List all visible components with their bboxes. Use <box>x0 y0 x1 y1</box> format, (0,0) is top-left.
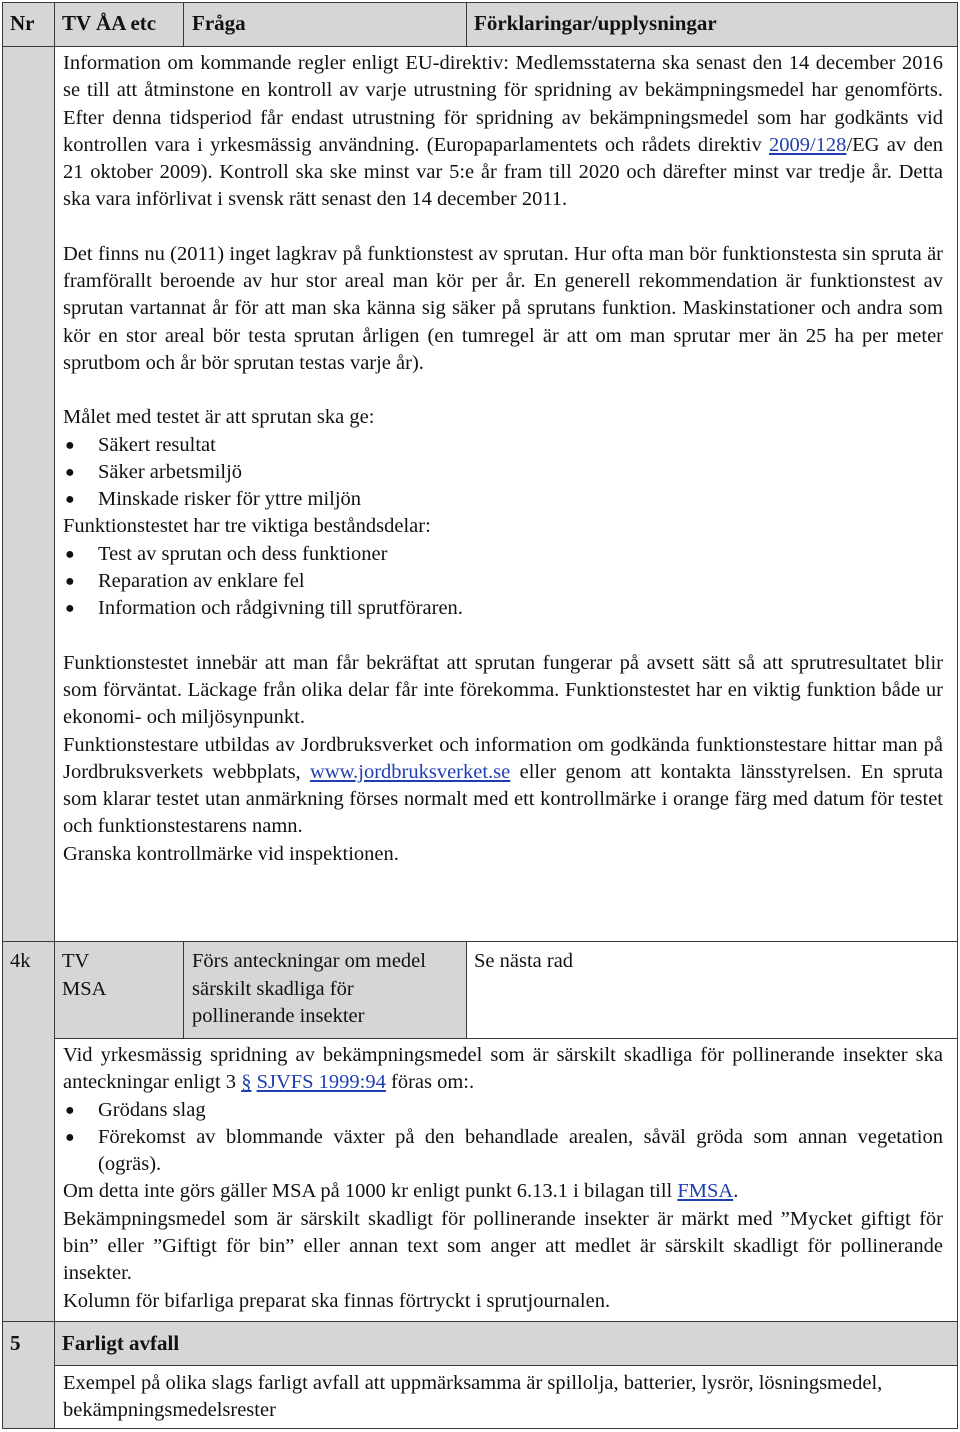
parts-heading: Funktionstestet har tre viktiga beståndsdelar: <box>63 515 431 538</box>
bullet-icon: ● <box>65 463 75 481</box>
row-5-left-bg <box>2 1365 54 1428</box>
jordbruksverket-link[interactable]: www.jordbruksverket.se <box>310 760 511 783</box>
header-tv: TV ÅA etc <box>62 11 157 35</box>
block-4k-paragraph-1: Vid yrkesmässig spridning av bekämpningsmedel som är särskilt skadliga för pollinerande insekter ska anteckningar enligt 3 § SJVFS 1999:94 föras om:. <box>63 1044 943 1094</box>
row-4k-nr: 4k <box>10 950 31 972</box>
bullet-icon: ● <box>65 545 75 563</box>
section-sign-link[interactable]: § <box>241 1071 252 1094</box>
list-item: ● Reparation av enklare fel <box>63 568 943 595</box>
list-item: ● Test av sprutan och dess funktioner <box>63 541 943 568</box>
intro-paragraph-2: Det finns nu (2011) inget lagkrav på funktionstest av sprutan. Hur ofta man bör funktionstesta sin spruta är framförallt beroende av hur stor areal man kör per år. En generell rekommendation är funktionstest av sprutan vartannat år för att man ska känna sig säker på sprutans funktion. Maskinstationer och andra som kör en stor areal bör testa sprutan årligen (en tumregel är att om man sprutar mer än 25 ha per meter sprutbom och år bör sprutan testas varje år). <box>63 242 943 374</box>
list-item: ● Information och rådgivning till sprutföraren. <box>63 595 943 622</box>
header-forklaring: Förklaringar/upplysningar <box>474 11 717 35</box>
bullet-icon: ● <box>65 1128 75 1146</box>
goal-list <box>63 432 943 514</box>
bullet-icon: ● <box>65 600 75 618</box>
bullet-icon: ● <box>65 436 75 454</box>
intro-block <box>63 50 943 868</box>
fmsa-link[interactable]: FMSA <box>677 1180 734 1203</box>
row-5-nr: 5 <box>10 1331 21 1355</box>
row-4k-tv: TV MSA <box>62 950 107 1000</box>
parts-list <box>63 541 943 623</box>
list-item: ● Minskade risker för yttre miljön <box>63 486 943 513</box>
directive-link[interactable]: 2009/128 <box>768 133 847 156</box>
header-nr: Nr <box>10 11 35 35</box>
row-4k-fraga: Förs anteckningar om medel särskilt skadliga för pollinerande insekter <box>192 950 426 1027</box>
row-4k-forklaring: Se nästa rad <box>474 950 574 972</box>
header-fraga: Fråga <box>192 11 246 35</box>
list-item: ● Grödans slag <box>63 1097 943 1124</box>
row-4k-nr-bg-left <box>2 1038 54 1321</box>
intro-paragraph-3: Funktionstestet innebär att man får bekräftat att sprutan fungerar på avsett sätt så att sprutresultatet blir som förväntat. Läckage från olika delar får inte förekomma. Funktionstestet har en viktig funktion både ur ekonomi- och miljösynpunkt. <box>63 651 943 729</box>
bullet-icon: ● <box>65 491 75 509</box>
list-item: ● Säkert resultat <box>63 432 943 459</box>
bullet-icon: ● <box>65 573 75 591</box>
list-item: ● Säker arbetsmiljö <box>63 459 943 486</box>
row-5-title: Farligt avfall <box>62 1331 180 1355</box>
block-4k-paragraph-2: Om detta inte görs gäller MSA på 1000 kr enligt punkt 6.13.1 i bilagan till FMSA. <box>63 1180 739 1203</box>
document-page <box>2 2 958 1428</box>
sjvfs-link[interactable]: SJVFS 1999:94 <box>256 1071 386 1094</box>
block-4k-list <box>63 1097 943 1179</box>
goal-heading: Målet med testet är att sprutan ska ge: <box>63 406 375 429</box>
left-column-bg <box>2 46 54 941</box>
intro-paragraph-1: Information om kommande regler enligt EU-direktiv: Medlemsstaterna ska senast den 14 december 2016 se till att åtminstone en kontroll av varje utrustning för spridning av bekämpningsmedel har genomförts. Efter denna tidsperiod får endast utrustning för spridning av bekämpningsmedel som har godkänts vid kontrollen vara i yrkesmässig användning. (Europaparlamentets och rådets direktiv 2009/128/EG av den 21 oktober 2009). Kontroll ska ske minst var 5:e år fram till 2020 och därefter minst var tredje år. Detta ska vara införlivat i svensk rätt senast den 14 december 2011. <box>63 52 943 211</box>
list-item: ● Förekomst av blommande växter på den behandlade arealen, såväl gröda som annan vegetation (ogräs). <box>65 1125 943 1176</box>
bullet-icon: ● <box>65 1101 75 1119</box>
intro-paragraph-4: Funktionstestare utbildas av Jordbruksverket och information om godkända funktionstestare hittar man på Jordbruksverkets webbplats, www.jordbruksverket.se eller genom att kontakta länsstyrelsen. En spruta som klarar testet utan anmärkning förses normalt med ett kontrollmärke i orange färg med datum för testet och funktionstestarens namn. <box>63 733 943 838</box>
block-4k-paragraph-4: Kolumn för bifarliga preparat ska finnas förtryckt i sprutjournalen. <box>63 1289 611 1312</box>
block-4k-paragraph-3: Bekämpningsmedel som är särskilt skadligt för pollinerande insekter är märkt med ”Mycket giftigt för bin” eller ”Giftigt för bin” eller annan text som anger att medlet är särskilt skadligt för pollinerande insekter. <box>63 1207 943 1285</box>
row-5-text-block <box>63 1370 923 1425</box>
row-5-text: Exempel på olika slags farligt avfall att uppmärksamma är spillolja, batterier, lysrör, lösningsmedel, bekämpningsmedelsrester <box>63 1372 883 1422</box>
intro-paragraph-5: Granska kontrollmärke vid inspektionen. <box>63 842 399 865</box>
block-4k <box>63 1042 943 1315</box>
